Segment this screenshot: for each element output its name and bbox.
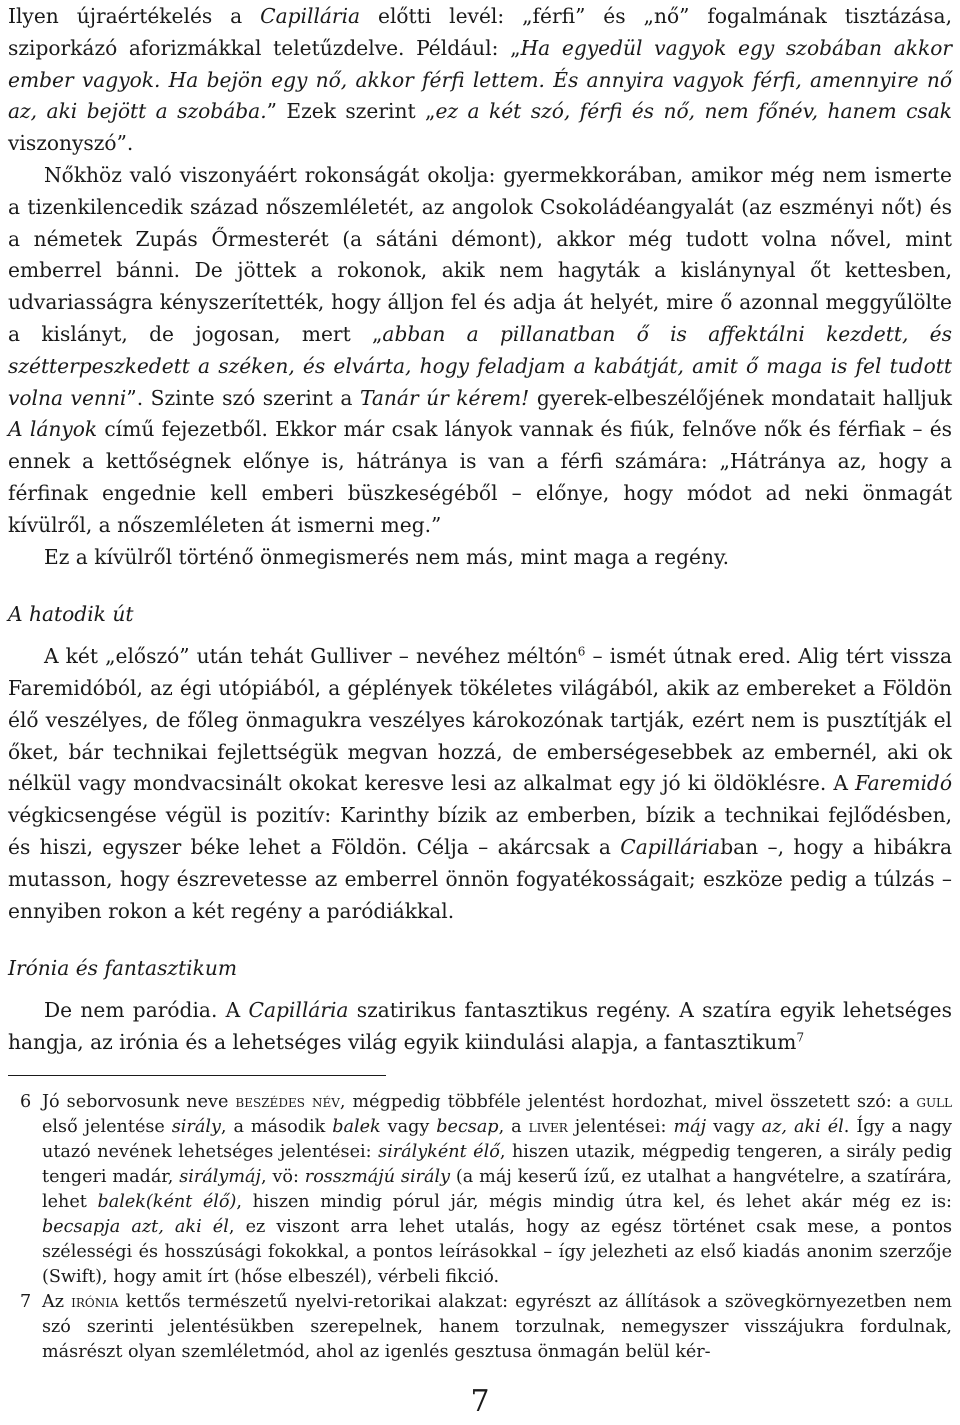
italic-title: Faremidó — [855, 771, 952, 796]
paragraph-2 — [8, 160, 952, 542]
text: , a második — [220, 1116, 333, 1137]
text: , hiszen mindig pórul jár, mégis mindig útra kel, és lehet akár még ez is: — [236, 1191, 952, 1212]
text: jelentései: — [567, 1116, 674, 1137]
text: ” Ezek szerint „ — [266, 99, 436, 124]
italic-term: sirály — [171, 1116, 221, 1137]
italic-title: Tanár úr kérem! — [359, 385, 530, 410]
footnote-ref-6[interactable]: 6 — [577, 644, 586, 659]
text: ban –, hogy a hibákra mutasson, hogy észrevetesse az emberrel önnön fogyatékosságait; eszköze pedig a túlzás – ennyiben rokon a két regény a paródiákkal. — [8, 834, 952, 923]
text: , mégpedig többféle jelentést hordozhat, mivel összetett szó: a — [339, 1091, 917, 1112]
text: , vö: — [261, 1166, 305, 1187]
paragraph-4 — [8, 641, 952, 927]
italic-term: balek — [332, 1116, 381, 1137]
footnote-6 — [8, 1090, 952, 1290]
small-caps-term: beszédes név — [235, 1091, 340, 1112]
italic-quote: Ha egyedül vagyok egy szobában akkor ember vagyok. Ha bejön egy nő, akkor férfi lettem. És annyira vagyok férfi, amennyire nő az, aki bejött a szobába. — [8, 35, 952, 124]
italic-term: az, aki él — [761, 1116, 844, 1137]
text: , hiszen utazik, mégpedig tengeren, a sirály pedig tengeri madár, — [42, 1141, 952, 1187]
italic-term: máj — [673, 1116, 707, 1137]
italic-term: sirályként élő — [378, 1141, 500, 1162]
page-content — [8, 0, 952, 1365]
page-number: 7 — [470, 1384, 490, 1419]
section-heading-hatodik-ut: A hatodik út — [8, 602, 134, 627]
text: Ilyen újraértékelés a — [8, 4, 261, 28]
text: Az — [42, 1291, 72, 1312]
footnote-separator — [8, 1075, 386, 1076]
text: , ez viszont arra lehet utalás, hogy az egész történet csak mese, a pontos szélességi és hosszúsági fokokkal, a pontos leírásokkal – így jelezheti az első kiadás anonim szerzője (Swift), hogy amit írt (hőse elbeszél), vérbeli fikció. — [42, 1216, 952, 1287]
paragraph-1 — [8, 0, 952, 160]
footnote-7 — [8, 1290, 952, 1365]
small-caps-term: liver — [528, 1116, 568, 1137]
text: Nőkhöz való viszonyáért rokonságát okolja: gyermekkorában, amikor még nem ismerte a tizenkilencedik század nőszemléletét, az angolok Csokoládéangyalát (az eszményi nőt) és a németek Zupás Őrmesterét (a sátáni démont), akkor még tudott volna nővel, mint emberrel bánni. De jöttek a rokonok, akik nem hagyták a kislánynyal őt kettesben, udvariasságra kényszerítették, hogy álljon fel és adja át helyét, mire ő azonnal meggyűlölte a kislányt, de jogosan, mert „ — [8, 162, 952, 346]
small-caps-term: irónia — [71, 1291, 119, 1312]
italic-term: balek(ként élő) — [97, 1191, 237, 1212]
text: első jelentése — [42, 1116, 172, 1137]
text: előtti levél: „férfi” és „nő” fogalmának tisztázása, sziporkázó aforizmákkal teletűzdelve. Például: „ — [8, 4, 952, 60]
italic-title: Capillária — [248, 998, 349, 1023]
paragraph-5 — [8, 995, 952, 1059]
small-caps-term: gull — [916, 1091, 952, 1112]
italic-title: A lányok — [8, 417, 98, 442]
text: (a máj keserű ízű, ez utalhat a hangvételre, a szatírára, lehet — [42, 1166, 952, 1212]
italic-term: rosszmájú sirály — [304, 1166, 451, 1187]
italic-quote: abban a pillanatban ő is affektálni kezdett, és szétterpeszkedett a széken, és elvárta, hogy feladjam a kabátját, amit ő maga is fel tudott volna venni — [8, 321, 952, 410]
text: vagy — [706, 1116, 762, 1137]
text: , a — [498, 1116, 529, 1137]
text: De nem paródia. A — [44, 998, 249, 1023]
italic-term: becsapja azt, aki él — [42, 1216, 229, 1237]
text: A két „előszó” után tehát Gulliver – nevéhez méltón — [44, 644, 578, 669]
footnote-number: 7 — [20, 1291, 32, 1312]
italic-quote: ez a két szó, férfi és nő, nem főnév, hanem csak — [435, 99, 953, 124]
text: viszonyszó”. — [8, 131, 134, 156]
text: Jó seborvosunk neve — [42, 1091, 236, 1112]
text: vagy — [380, 1116, 437, 1137]
text: ”. Szinte szó szerint a — [126, 385, 360, 410]
text: gyerek-elbeszélőjének mondatait halljuk — [529, 385, 953, 410]
italic-title: Capillária — [260, 4, 361, 28]
section-heading-ironia: Irónia és fantasztikum — [8, 956, 238, 981]
footnote-ref-7[interactable]: 7 — [796, 1030, 805, 1045]
text: – ismét útnak ered. Alig tért vissza Faremidóból, az égi utópiából, a géplények tökéletes világából, akik az embereket a Földön élő veszélyes, de főleg önmagukra veszélyes károkozónak tartják, ezért nem is pusztítják el őket, bár technikai fejlettségük megvan hozzá, de emberségesebbek az embernél, aki ok nélkül vagy mondvacsinált okokat keresve lesi az alkalmat egy jó ki öldöklésre. A — [8, 644, 952, 796]
paragraph-3: Ez a kívülről történő önmegismerés nem más, mint maga a regény. — [44, 544, 730, 569]
italic-title: Capillária — [620, 834, 721, 859]
text: című fejezetből. Ekkor már csak lányok vannak és fiúk, felnőve nők és férfiak – és ennek a kettőségnek előnye is, hátránya is van a férfi számára: „Hátránya az, hogy a férfinak engednie kell emberi büszkeségéből – előnye, hogy módot ad neki önmagát kívülről, a nőszemléleten át ismerni meg.” — [8, 417, 953, 537]
text: . Így a nagy utazó nevének lehetséges jelentései: — [42, 1116, 952, 1162]
italic-term: sirálymáj — [179, 1166, 261, 1187]
text: kettős természetű nyelvi-retorikai alakzat: egyrészt az állítások a szövegkörnyezetben nem szó szerinti jelentésükben szerepelnek, hanem torzulnak, nemegyszer visszájukra fordulnak, másrészt olyan szemléletmód, ahol az igenlés gesztusa önmagán belül kér- — [42, 1291, 952, 1362]
italic-term: becsap — [436, 1116, 499, 1137]
text: szatirikus fantasztikus regény. A szatíra egyik lehetséges hangja, az irónia és a lehetséges világ egyik kiindulási alapja, a fantasztikum — [8, 998, 952, 1054]
footnote-number: 6 — [20, 1091, 32, 1112]
text: végkicsengése végül is pozitív: Karinthy bízik az emberben, bízik a technikai fejlődésben, és hiszi, egyszer béke lehet a Földön. Célja – akárcsak a — [8, 803, 952, 859]
